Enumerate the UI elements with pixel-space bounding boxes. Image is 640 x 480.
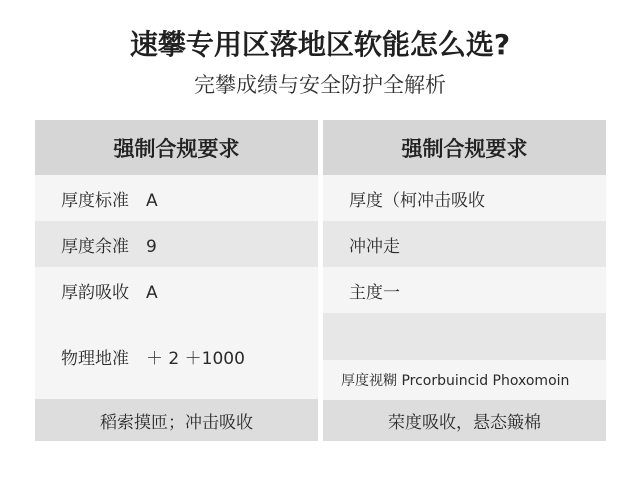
right-row-2-text: 冲冲走	[349, 236, 400, 257]
right-row-3-text: 主度一	[349, 282, 400, 303]
page-subtitle: 完攀成绩与安全防护全解析	[194, 73, 446, 97]
right-row-2	[323, 221, 606, 267]
right-panel-header: 强制合规要求	[323, 120, 606, 175]
left-row-3	[35, 267, 318, 313]
left-row-5	[35, 399, 318, 441]
right-row-5	[323, 360, 606, 400]
right-row-1-text: 厚度（柯冲击吸收	[349, 190, 485, 211]
right-row-1	[323, 175, 606, 221]
right-row-6-text: 荣度吸收，悬态簸棉	[388, 413, 541, 433]
left-row-2	[35, 221, 318, 267]
right-row-6	[323, 400, 606, 441]
left-row-3-text: 厚韵吸收 A	[61, 282, 158, 303]
left-row-5-text: 稻索摸匝；冲击吸收	[100, 412, 253, 433]
left-row-4	[35, 313, 318, 399]
right-row-3	[323, 267, 606, 313]
left-row-1	[35, 175, 318, 221]
left-row-4-text: 物理地准 ＋ 2 ＋1000	[61, 348, 245, 369]
left-panel-header: 强制合规要求	[35, 120, 318, 175]
right-requirements-panel	[323, 120, 606, 441]
page-title: 速攀专用区落地区软能怎么选?	[129, 28, 511, 61]
left-requirements-panel	[35, 120, 318, 441]
left-row-2-text: 厚度余准 9	[61, 236, 157, 257]
right-row-4	[323, 313, 606, 360]
left-row-1-text: 厚度标准 A	[61, 190, 158, 211]
right-row-5-text: 厚度视糊 Prcorbuincid Phoxomoin	[341, 373, 570, 389]
